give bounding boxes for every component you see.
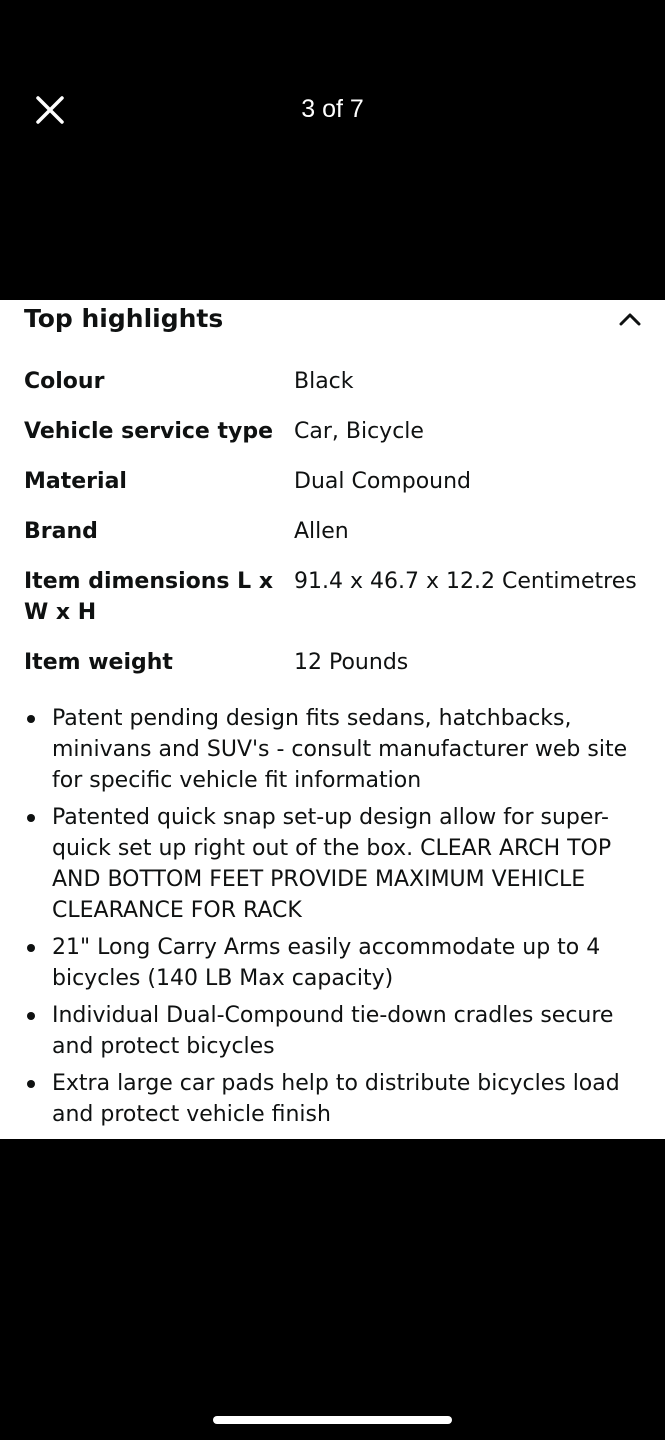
feature-text: 21" Long Carry Arms easily accommodate up to 4 bicycles (140 LB Max capacity) [52, 935, 601, 991]
spec-key: Brand [24, 519, 98, 544]
list-item [24, 703, 644, 796]
spec-key: Item dimensions L x W x H [24, 569, 274, 625]
spec-row [24, 516, 644, 547]
spec-key: Material [24, 469, 127, 494]
spec-key: Colour [24, 369, 105, 394]
spec-row [24, 366, 644, 397]
spec-table [24, 366, 644, 697]
feature-text: Individual Dual-Compound tie-down cradles secure and protect bicycles [52, 1003, 614, 1059]
spec-row [24, 416, 644, 447]
image-counter: 3 of 7 [301, 95, 364, 123]
feature-text: Patented quick snap set-up design allow for super-quick set up right out of the box. CLEAR ARCH TOP AND BOTTOM FEET PROVIDE MAXIMUM VEHICLE CLEARANCE FOR RACK [52, 805, 612, 923]
list-item [24, 802, 644, 926]
spec-key: Item weight [24, 650, 173, 675]
chevron-up-icon [614, 304, 646, 332]
list-item [24, 1068, 644, 1130]
bullet-icon [27, 1080, 35, 1088]
feature-list [24, 703, 644, 1136]
highlights-card [0, 300, 665, 1139]
spec-value: 91.4 x 46.7 x 12.2 Centimetres [294, 569, 637, 594]
section-title: Top highlights [24, 304, 224, 333]
bullet-icon [27, 1012, 35, 1020]
list-item [24, 932, 644, 994]
list-item [24, 1000, 644, 1062]
feature-text: Patent pending design fits sedans, hatchbacks, minivans and SUV's - consult manufacturer web site for specific vehicle fit information [52, 706, 628, 793]
spec-value: Car, Bicycle [294, 419, 424, 444]
bullet-icon [27, 814, 35, 822]
home-indicator[interactable] [213, 1416, 452, 1424]
spec-key: Vehicle service type [24, 419, 274, 444]
spec-value: Dual Compound [294, 469, 471, 494]
collapse-button[interactable] [614, 304, 646, 332]
spec-row [24, 566, 644, 628]
spec-row [24, 466, 644, 497]
spec-value: Allen [294, 519, 349, 544]
spec-row [24, 647, 644, 678]
spec-value: Black [294, 369, 354, 394]
spec-value: 12 Pounds [294, 650, 409, 675]
bullet-icon [27, 715, 35, 723]
bullet-icon [27, 944, 35, 952]
feature-text: Extra large car pads help to distribute bicycles load and protect vehicle finish [52, 1071, 620, 1127]
